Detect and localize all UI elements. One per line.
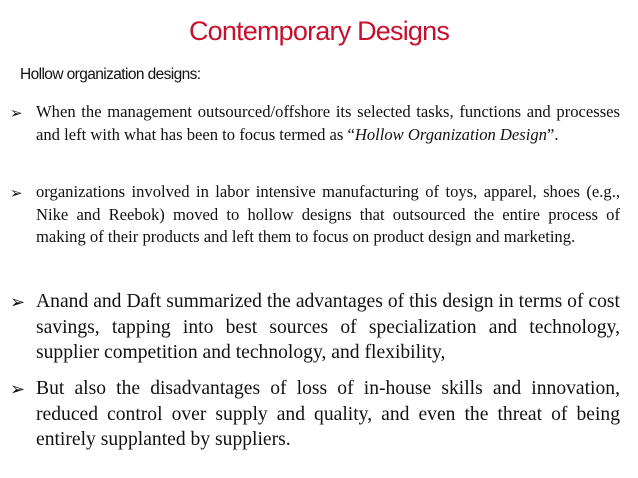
arrow-bullet-icon: ➢ [10, 379, 26, 400]
bullet-text: Anand and Daft summarized the advantages of this design in terms of cost savings, tapping into best sources of specialization and technology, supplier competition and technology, and flexibility, [36, 291, 620, 363]
emphasis-term: Hollow Organization Design [354, 124, 547, 144]
bullet-item-advantages [10, 289, 620, 366]
arrow-bullet-icon: ➢ [10, 292, 26, 313]
bullet-text: When the management outsourced/offshore its selected tasks, functions and processes and left with what has been to focus termed as “Hollow Organization Design”. [36, 102, 620, 144]
bullet-item-manufacturing [10, 181, 620, 249]
bullet-item-hollow-definition [10, 101, 620, 146]
arrow-bullet-icon: ➢ [10, 104, 23, 122]
arrow-bullet-icon: ➢ [10, 184, 23, 202]
section-subheading: Hollow organization designs: [20, 66, 201, 83]
bullet-text: But also the disadvantages of loss of in-house skills and innovation, reduced control over supply and quality, and even the threat of being entirely supplanted by suppliers. [36, 378, 620, 450]
bullet-text: organizations involved in labor intensive manufacturing of toys, apparel, shoes (e.g., Nike and Reebok) moved to hollow designs that outsourced the entire process of making of their products and left them to focus on product design and marketing. [36, 182, 620, 246]
slide-title: Contemporary Designs [188, 16, 450, 46]
bullet-item-disadvantages [10, 376, 620, 453]
